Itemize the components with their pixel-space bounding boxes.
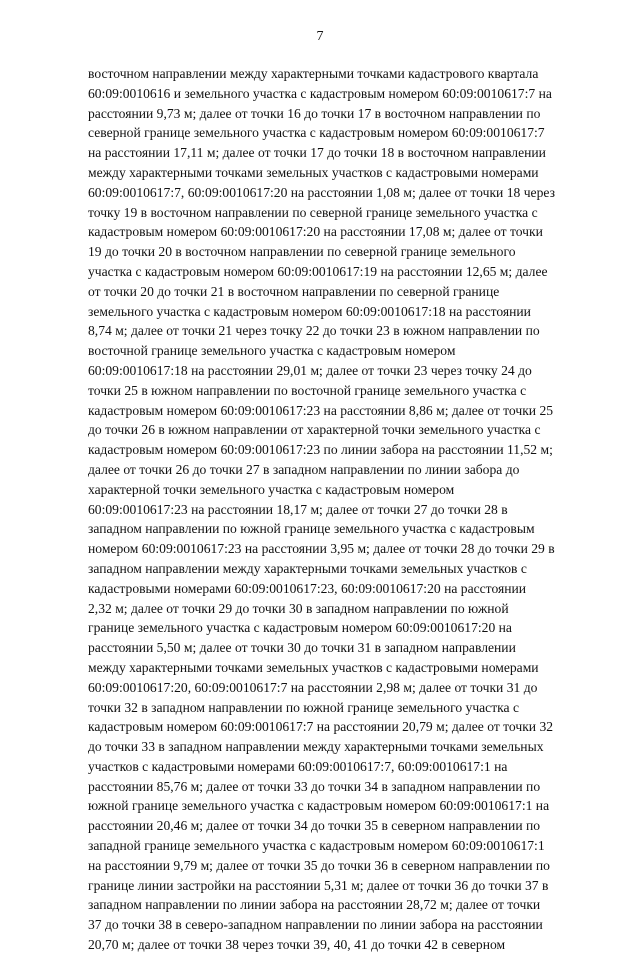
text-line: далее от точки 26 до точки 27 в западном направлении по линии забора до bbox=[88, 461, 520, 477]
text-line: между характерными точками земельных участков с кадастровыми номерами bbox=[88, 164, 539, 180]
text-line: кадастровыми номерами 60:09:0010617:23, 60:09:0010617:20 на расстоянии bbox=[88, 580, 527, 596]
text-line: 19 до точки 20 в восточном направлении по северной границе земельного bbox=[88, 244, 516, 260]
text-line: характерной точки земельного участка с кадастровым номером bbox=[88, 481, 455, 497]
text-line: кадастровым номером 60:09:0010617:7 на расстоянии 20,79 м; далее от точки 32 bbox=[88, 719, 554, 735]
text-line: 60:09:0010617:23 на расстоянии 18,17 м; далее от точки 27 до точки 28 в bbox=[88, 501, 508, 517]
text-line: точки 25 в южном направлении по восточной границе земельного участка с bbox=[88, 382, 527, 398]
text-line: участка с кадастровым номером 60:09:0010617:19 на расстоянии 12,65 м; далее bbox=[88, 263, 548, 279]
text-line: восточном направлении между характерными точками кадастрового квартала bbox=[88, 66, 539, 81]
text-line: расстоянии 9,73 м; далее от точки 16 до точки 17 в восточном направлении по bbox=[88, 105, 541, 121]
text-line: кадастровым номером 60:09:0010617:23 на расстоянии 8,86 м; далее от точки 25 bbox=[88, 402, 554, 418]
text-line: точки 32 в западном направлении по южной границе земельного участка с bbox=[88, 699, 520, 715]
text-line: расстоянии 5,50 м; далее от точки 30 до точки 31 в западном направлении bbox=[88, 640, 516, 656]
text-line: северной границе земельного участка с кадастровым номером 60:09:0010617:7 bbox=[88, 125, 545, 141]
text-line: южной границе земельного участка с кадастровым номером 60:09:0010617:1 на bbox=[88, 798, 550, 814]
text-line: западном направлении по южной границе земельного участка с кадастровым bbox=[88, 521, 535, 537]
text-line: западном направлении между характерными точками земельных участков с bbox=[88, 560, 527, 576]
text-line: участков с кадастровыми номерами 60:09:0010617:7, 60:09:0010617:1 на bbox=[88, 758, 508, 774]
text-line: 60:09:0010616 и земельного участка с кадастровым номером 60:09:0010617:7 на bbox=[88, 85, 552, 101]
text-line: расстоянии 20,46 м; далее от точки 34 до точки 35 в северном направлении по bbox=[88, 818, 541, 834]
text-line: кадастровым номером 60:09:0010617:20 на расстоянии 17,08 м; далее от точки bbox=[88, 224, 543, 240]
text-line: западном направлении по линии забора на расстоянии 28,72 м; далее от точки bbox=[88, 897, 541, 913]
text-line: номером 60:09:0010617:23 на расстоянии 3,95 м; далее от точки 28 до точки 29 в bbox=[88, 541, 555, 557]
text-line: точку 19 в восточном направлении по северной границе земельного участка с bbox=[88, 204, 538, 220]
text-line: 2,32 м; далее от точки 29 до точки 30 в западном направлении по южной bbox=[88, 600, 509, 616]
text-line: 37 до точки 38 в северо-западном направлении по линии забора на расстоянии bbox=[88, 917, 543, 933]
text-line: расстоянии 85,76 м; далее от точки 33 до точки 34 в западном направлении по bbox=[88, 778, 541, 794]
text-line: на расстоянии 17,11 м; далее от точки 17 до точки 18 в восточном направлении bbox=[88, 145, 546, 161]
text-line: 20,70 м; далее от точки 38 через точки 39, 40, 41 до точки 42 в северном bbox=[88, 937, 506, 953]
text-line: до точки 33 в западном направлении между характерными точками земельных bbox=[88, 739, 544, 755]
body-text bbox=[88, 64, 609, 955]
text-line: границе линии застройки на расстоянии 5,31 м; далее от точки 36 до точки 37 в bbox=[88, 877, 549, 893]
text-line: 60:09:0010617:18 на расстоянии 29,01 м; далее от точки 23 через точку 24 до bbox=[88, 362, 532, 378]
text-line: между характерными точками земельных участков с кадастровыми номерами bbox=[88, 659, 539, 675]
text-line: земельного участка с кадастровым номером 60:09:0010617:18 на расстоянии bbox=[88, 303, 531, 319]
text-line: границе земельного участка с кадастровым номером 60:09:0010617:20 на bbox=[88, 620, 512, 636]
text-line: от точки 20 до точки 21 в восточном направлении по северной границе bbox=[88, 283, 500, 299]
text-line: 60:09:0010617:7, 60:09:0010617:20 на расстоянии 1,08 м; далее от точки 18 через bbox=[88, 184, 555, 200]
page-number: 7 bbox=[316, 29, 324, 44]
text-line: кадастровым номером 60:09:0010617:23 по линии забора на расстоянии 11,52 м; bbox=[88, 442, 553, 458]
text-line: на расстоянии 9,79 м; далее от точки 35 до точки 36 в северном направлении по bbox=[88, 857, 550, 873]
text-line: 8,74 м; далее от точки 21 через точку 22 до точки 23 в южном направлении по bbox=[88, 323, 540, 339]
text-line: восточной границе земельного участка с кадастровым номером bbox=[88, 343, 456, 359]
text-line: 60:09:0010617:20, 60:09:0010617:7 на расстоянии 2,98 м; далее от точки 31 до bbox=[88, 679, 538, 695]
text-line: западной границе земельного участка с кадастровым номером 60:09:0010617:1 bbox=[88, 838, 545, 854]
text-line: до точки 26 в южном направлении от характерной точки земельного участка с bbox=[88, 422, 541, 438]
